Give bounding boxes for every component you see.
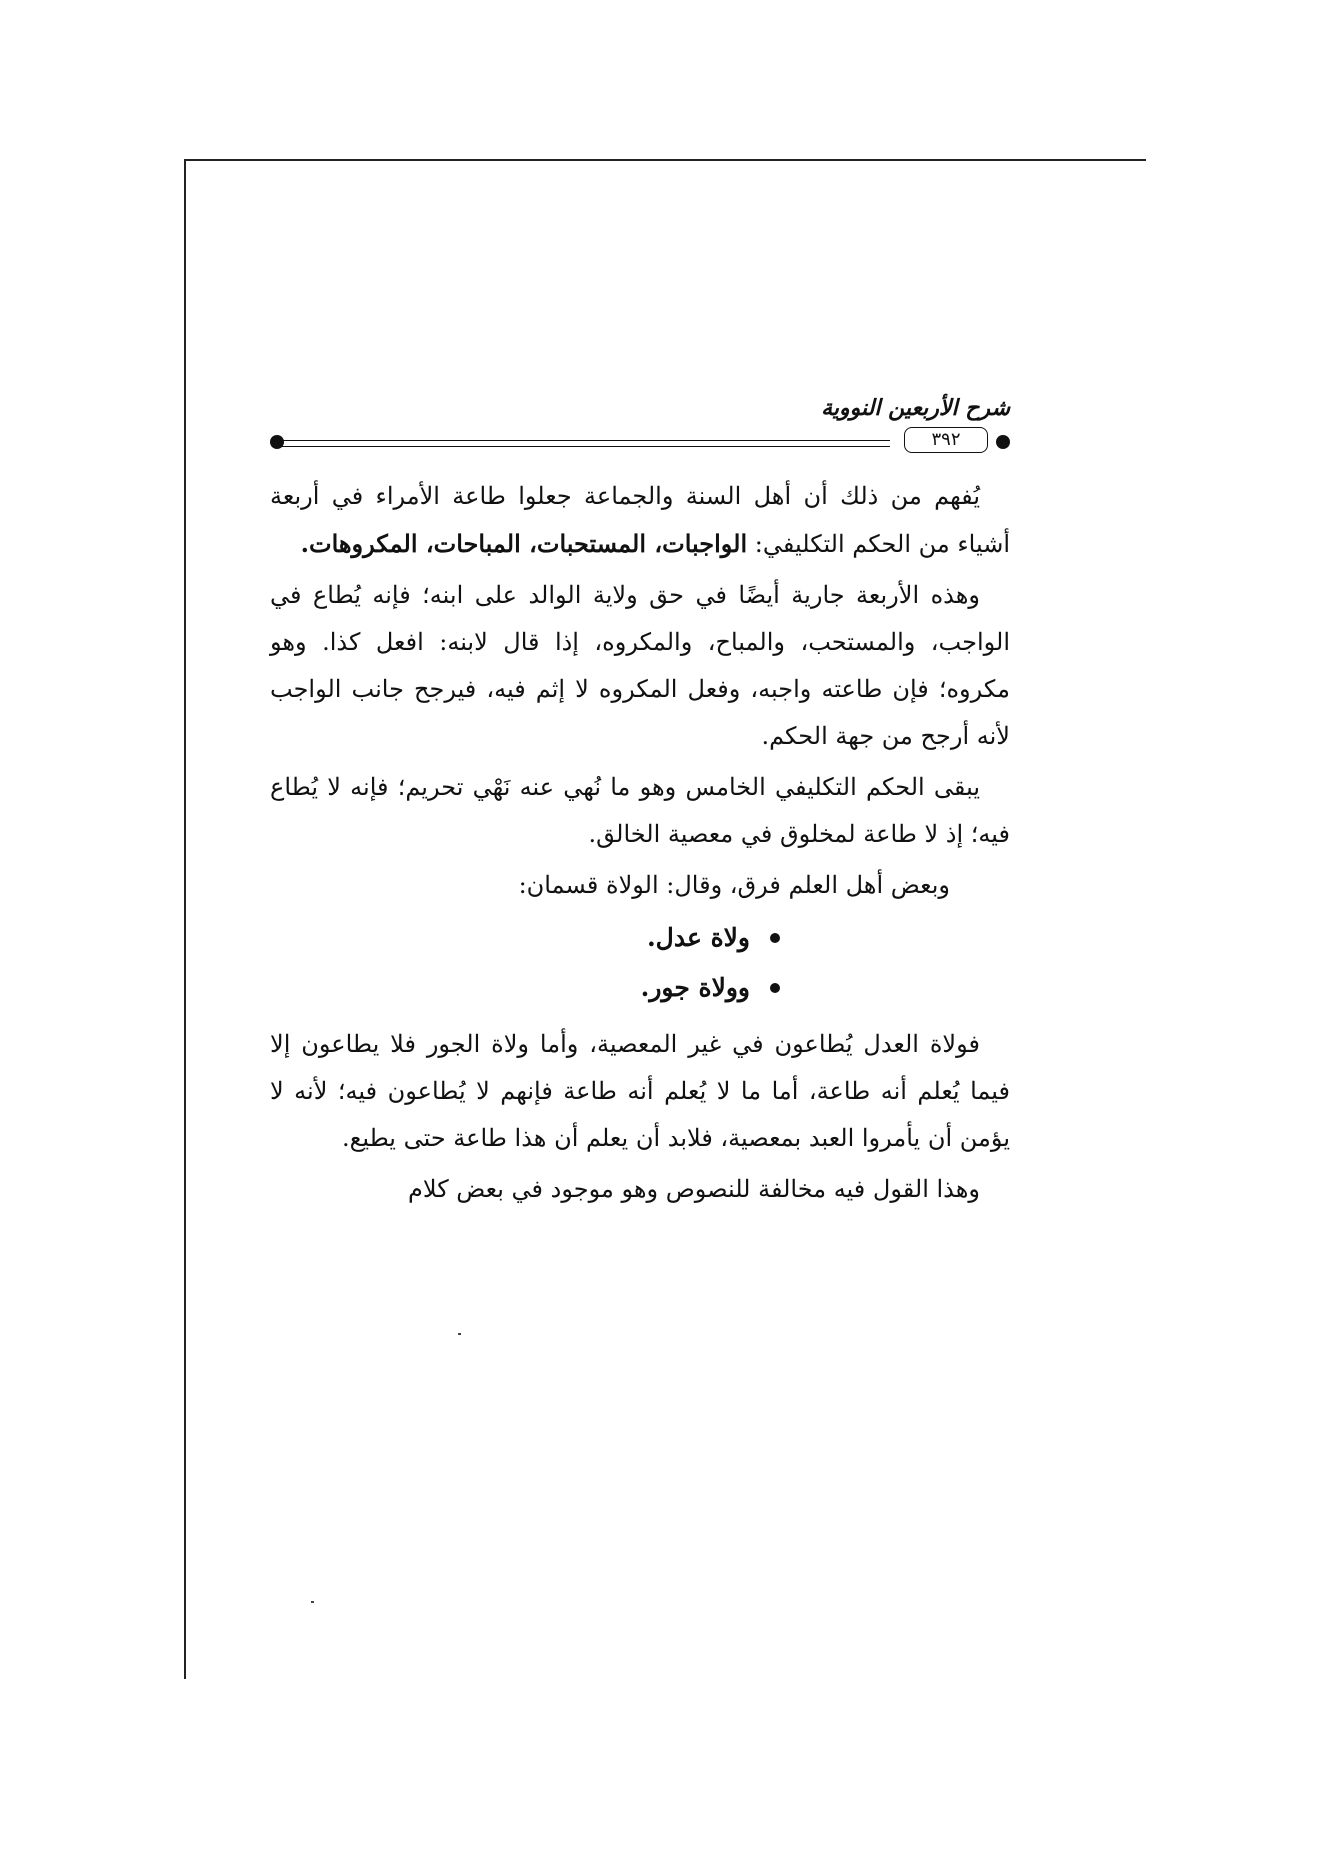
book-page: [270, 395, 1010, 1595]
paragraph-4: وبعض أهل العلم فرق، وقال: الولاة قسمان:: [518, 871, 950, 899]
rulers-list: [270, 913, 1010, 1013]
paragraph-1: [270, 473, 1010, 568]
header-rule-left-ornament: [270, 435, 284, 449]
scan-speck: [311, 1601, 314, 1603]
paragraph-1-text: يُفهم من ذلك أن أهل السنة والجماعة جعلوا طاعة الأمراء في أربعة أشياء من الحكم التكليفي:: [270, 482, 1010, 558]
paragraph-1-bold-list: الواجبات، المستحبات، المباحات، المكروهات.: [300, 529, 748, 558]
header-rule-right-ornament: [996, 435, 1010, 449]
list-item: ولاة عدل.: [270, 913, 780, 963]
scan-frame-top-border: [184, 159, 1146, 161]
scan-frame-left-border: [184, 159, 186, 1679]
page-header: [270, 395, 1010, 457]
book-title: شرح الأربعين النووية: [821, 395, 1010, 421]
paragraph-2: وهذه الأربعة جارية أيضًا في حق ولاية الوالد على ابنه؛ فإنه يُطاع في الواجب، والمستحب، والمباح، والمكروه، إذا قال لابنه: افعل كذا. وهو مكروه؛ فإن طاعته واجبه، وفعل المكروه لا إثم فيه، فيرجح جانب الواجب لأنه أرجح من جهة الحكم.: [270, 581, 1011, 750]
paragraph-5: فولاة العدل يُطاعون في غير المعصية، وأما ولاة الجور فلا يطاعون إلا فيما يُعلم أنه طاعة، أما ما لا يُعلم أنه طاعة فإنهم لا يُطاعون فيه؛ لأنه لا يؤمن أن يأمروا العبد بمعصية، فلابد أن يعلم أن هذا طاعة حتى يطيع.: [270, 1030, 1010, 1152]
paragraph-6: وهذا القول فيه مخالفة للنصوص وهو موجود في بعض كلام: [408, 1175, 980, 1203]
paragraph-3: يبقى الحكم التكليفي الخامس وهو ما نُهي عنه نَهْي تحريم؛ فإنه لا يُطاع فيه؛ إذ لا طاعة لمخلوق في معصية الخالق.: [270, 773, 1010, 848]
list-item: وولاة جور.: [270, 963, 780, 1013]
page-number: ٣٩٢: [904, 427, 988, 453]
scan-speck: [458, 1333, 461, 1335]
header-rule-top: [282, 440, 890, 441]
header-rule-bottom: [282, 446, 890, 447]
page-body: [270, 473, 1010, 1217]
